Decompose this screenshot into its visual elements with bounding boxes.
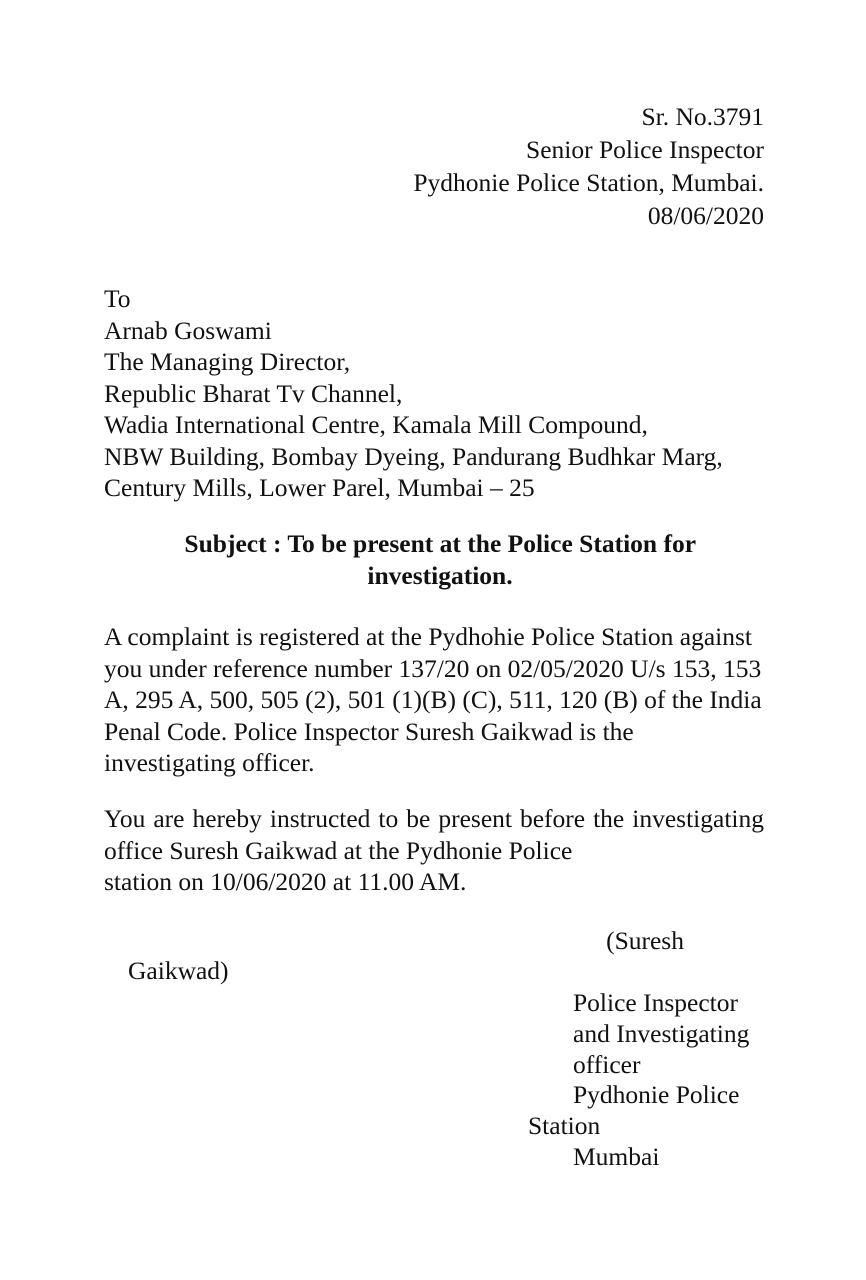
recipient-organisation: Republic Bharat Tv Channel,	[104, 378, 403, 408]
signature-designation-block	[528, 988, 763, 1173]
signature-role-line-2: officer	[573, 1049, 641, 1079]
body-paragraph-2	[104, 803, 764, 898]
subject-line-2: investigation.	[367, 561, 513, 590]
signature-name-part-2: Gaikwad)	[128, 956, 229, 985]
letterhead-block	[104, 100, 764, 232]
recipient-address-line-1: Wadia International Centre, Kamala Mill Compound,	[104, 410, 648, 439]
sender-designation: Senior Police Inspector	[526, 135, 764, 164]
recipient-address-line-3: Century Mills, Lower Parel, Mumbai – 25	[104, 473, 535, 502]
signature-role-line-1: and Investigating	[573, 1018, 750, 1048]
signature-designation: Police Inspector	[573, 988, 738, 1017]
letter-sheet	[104, 0, 764, 1280]
body-paragraph-2-last-line: station on 10/06/2020 at 11.00 AM.	[104, 867, 467, 896]
subject-line-1: Subject : To be present at the Police Station for	[184, 529, 696, 558]
recipient-salutation: To	[104, 284, 131, 313]
serial-number: Sr. No.3791	[641, 102, 764, 131]
body-paragraph-1: A complaint is registered at the Pydhohie Police Station against you under reference number 137/20 on 02/05/2020 U/s 153, 153 A, 295 A, 500, 505 (2), 501 (1)(B) (C), 511, 120 (B) of the India Penal Code. Police Inspector Suresh Gaikwad is the investigating officer.	[104, 622, 762, 777]
signature-name-part-1: (Suresh	[606, 926, 684, 955]
signature-city: Mumbai	[573, 1141, 660, 1171]
signature-station-line-2: Station	[528, 1111, 601, 1141]
signature-station-line-1: Pydhonie Police	[573, 1080, 740, 1110]
letter-date: 08/06/2020	[647, 201, 764, 230]
recipient-address-line-2: NBW Building, Bombay Dyeing, Pandurang Budhkar Marg,	[104, 441, 723, 471]
recipient-block	[104, 283, 764, 504]
recipient-name: Arnab Goswami	[104, 315, 272, 345]
body-paragraph-2-main: You are hereby instructed to be present before the investigating office Suresh Gaikwad at the Pydhonie Police	[104, 804, 764, 865]
sender-station: Pydhonie Police Station, Mumbai.	[413, 168, 764, 197]
recipient-title: The Managing Director,	[104, 347, 351, 376]
subject-block	[150, 528, 730, 592]
